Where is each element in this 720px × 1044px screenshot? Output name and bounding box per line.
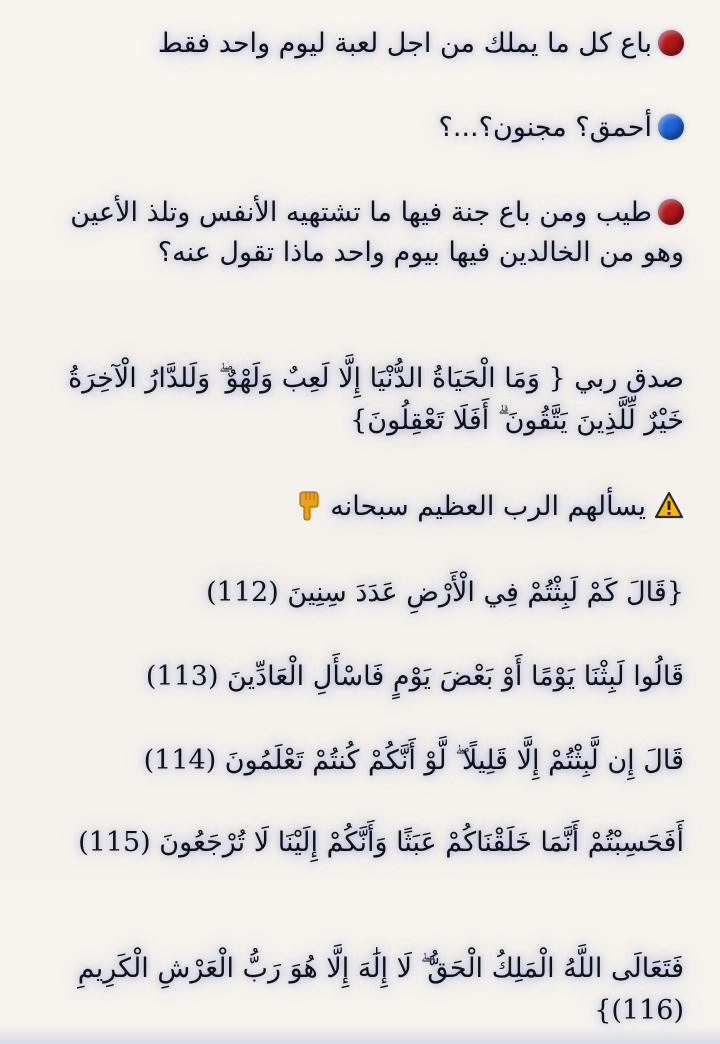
red-circle-icon [658, 199, 684, 225]
warning-icon [654, 491, 684, 519]
blue-circle-icon [658, 114, 684, 140]
line-fool-question [52, 108, 684, 148]
verse-115 [52, 822, 684, 864]
bottom-edge-shadow [0, 1026, 720, 1044]
line-text: فَتَعَالَى اللَّهُ الْمَلِكُ الْحَقُّ ۖ لَا إِلَٰهَ إِلَّا هُوَ رَبُّ الْعَرْشِ الْكَرِيمِ (116)} [77, 953, 684, 1026]
line-text: {قَالَ كَمْ لَبِثْتُمْ فِي الْأَرْضِ عَدَدَ سِنِينَ (112) [206, 577, 684, 608]
verse-114 [52, 740, 684, 782]
line-sold-everything [52, 24, 684, 64]
line-text: قَالُوا لَبِثْنَا يَوْمًا أَوْ بَعْضَ يَوْمٍ فَاسْأَلِ الْعَادِّينَ (113) [145, 661, 684, 692]
line-text: أحمق؟ مجنون؟...؟ [438, 112, 652, 143]
pointing-down-hand-icon [294, 491, 322, 521]
line-text: طيب ومن باع جنة فيها ما تشتهيه الأنفس وتلذ الأعين وهو من الخالدين فيها بيوم واحد ماذا تقول عنه؟ [70, 197, 684, 268]
line-text: يسألهم الرب العظيم سبحانه [330, 491, 646, 522]
line-text: صدق ربي { وَمَا الْحَيَاةُ الدُّنْيَا إِلَّا لَعِبٌ وَلَهْوٌ ۖ وَلَلدَّارُ الْآخِرَةُ خَيْرٌ لِّلَّذِينَ يَتَّقُونَ ۗ أَفَلَا تَعْقِلُونَ} [68, 363, 684, 436]
verse-worldly-life [52, 358, 684, 442]
red-circle-icon [658, 30, 684, 56]
line-paradise-question [52, 193, 684, 273]
verse-116 [52, 948, 684, 1032]
line-text: باع كل ما يملك من اجل لعبة ليوم واحد فقط [157, 28, 652, 59]
verse-112 [52, 572, 684, 614]
line-text: قَالَ إِن لَّبِثْتُمْ إِلَّا قَلِيلًا ۖ لَّوْ أَنَّكُمْ كُنتُمْ تَعْلَمُونَ (114) [143, 745, 684, 776]
line-lord-asks [52, 487, 684, 527]
verse-113 [52, 656, 684, 698]
line-text: أَفَحَسِبْتُمْ أَنَّمَا خَلَقْنَاكُمْ عَبَثًا وَأَنَّكُمْ إِلَيْنَا لَا تُرْجَعُونَ (115) [78, 827, 684, 858]
